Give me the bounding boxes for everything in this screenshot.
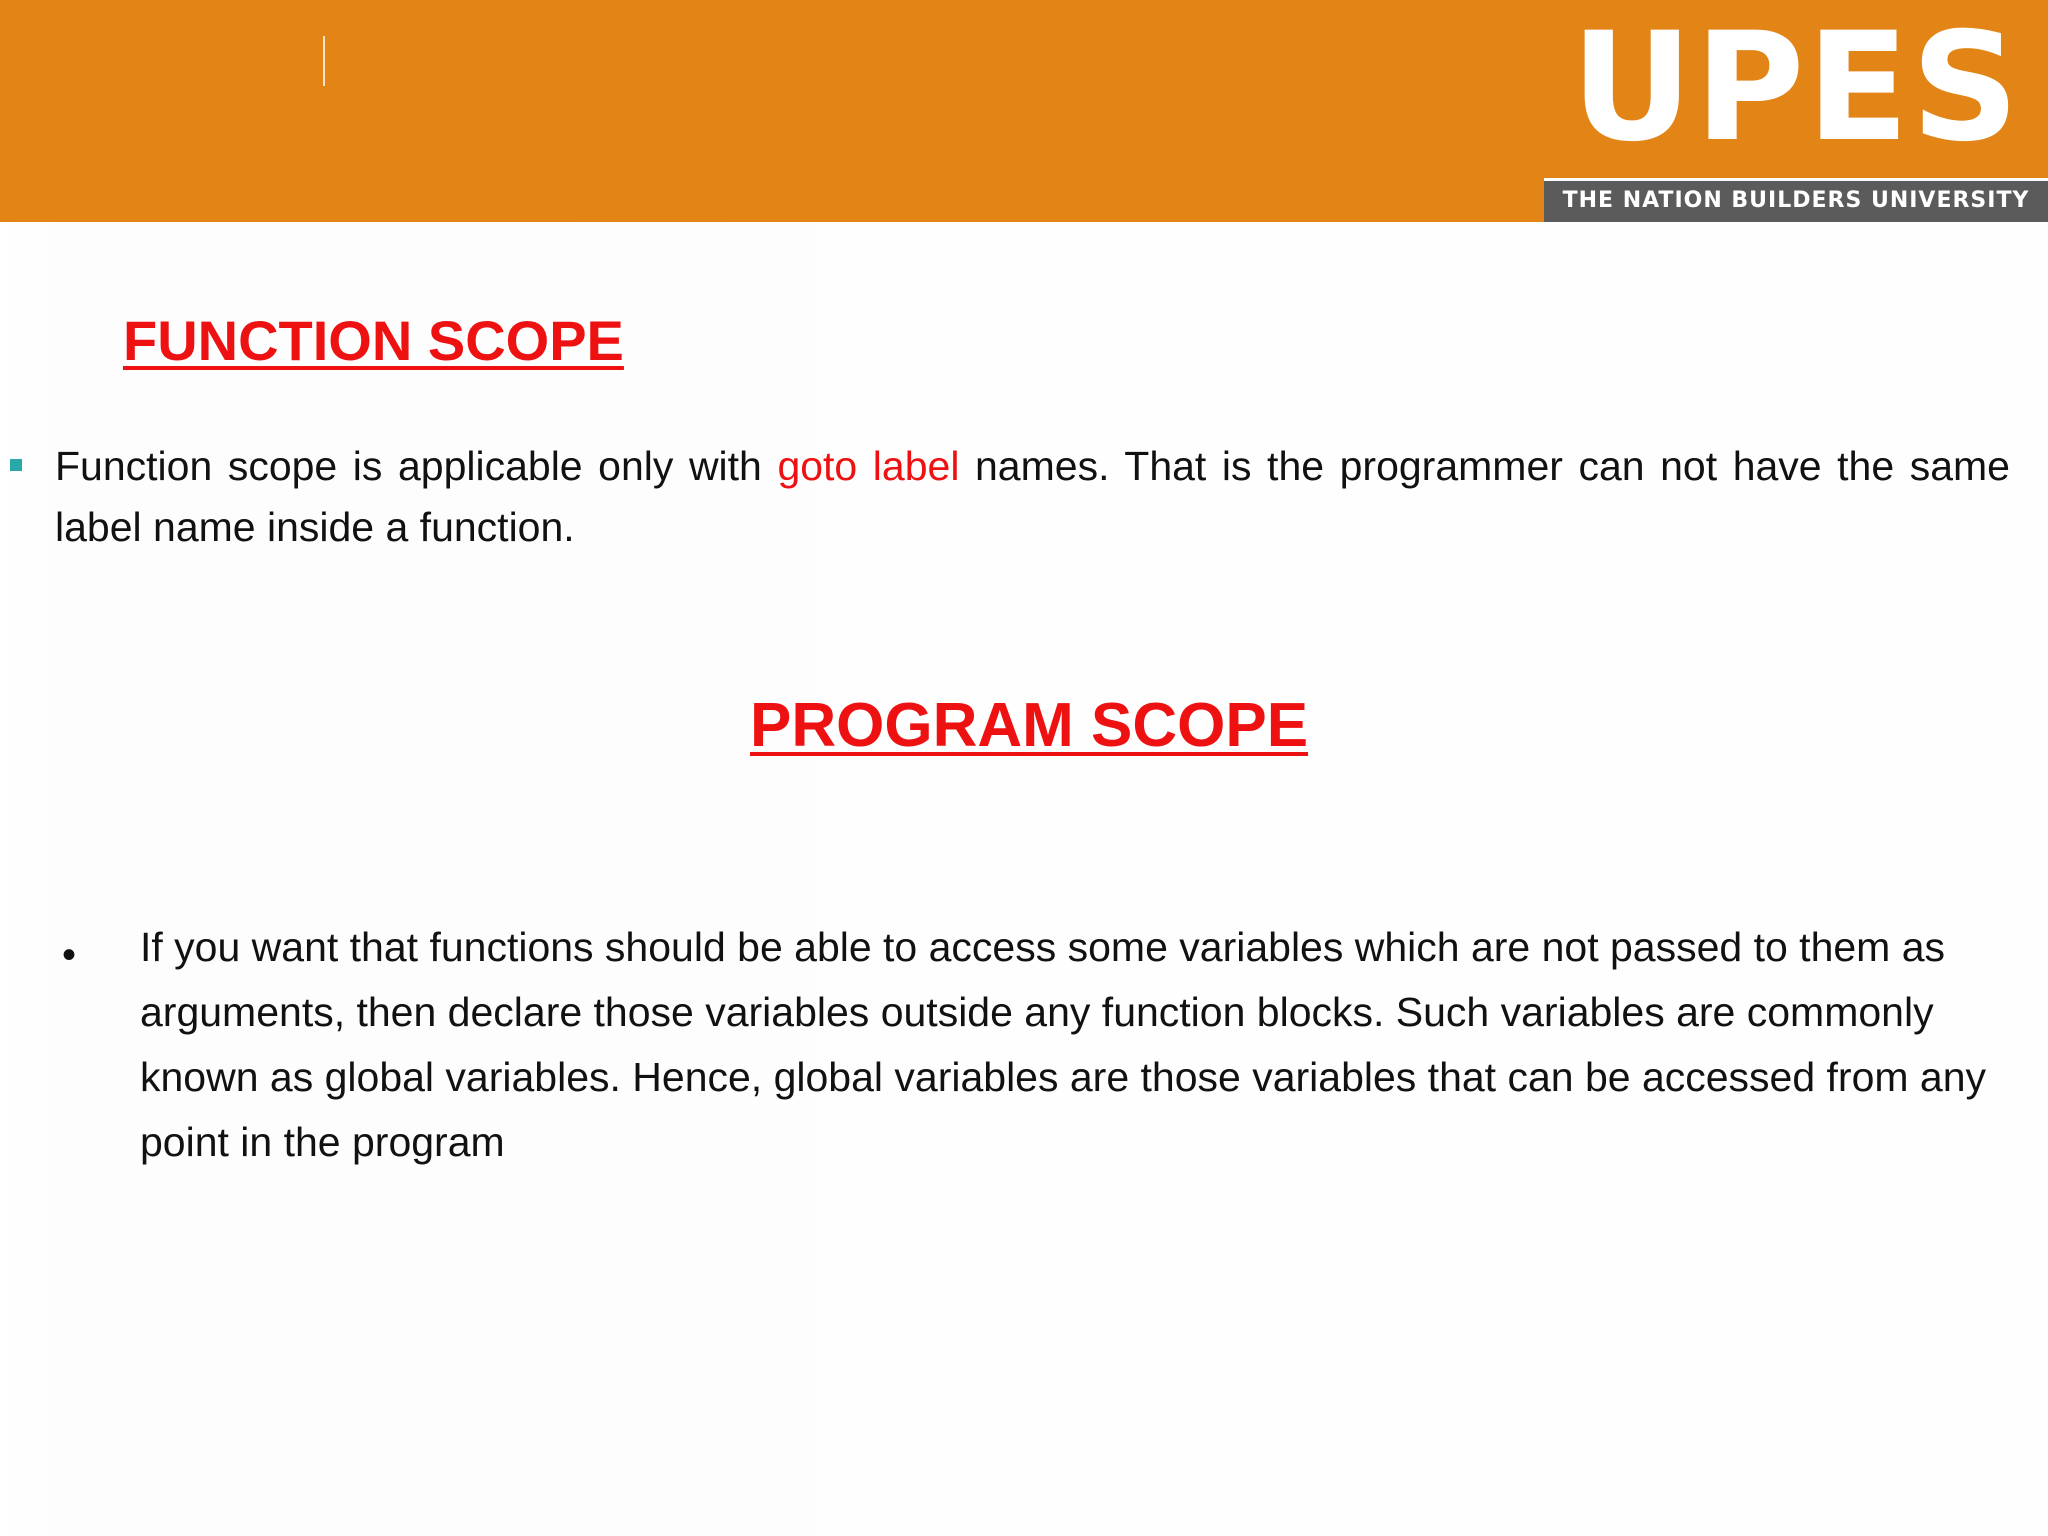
program-scope-paragraph: If you want that functions should be able to access some variables which are not passed to them as arguments, then declare those variables outside any function blocks. Such variables are commonly known as global variables. Hence, global variables are those variables that can be accessed from any point in the program [140,924,1987,1165]
function-scope-heading: FUNCTION SCOPE [123,309,624,372]
upes-logo [1544,0,2048,222]
logo-wordmark: UPES [1570,1,2022,175]
header-divider [323,36,325,86]
function-scope-text-after: names. That is the programmer can not have the same label name inside a function. [55,443,2010,550]
logo-tagline: THE NATION BUILDERS UNIVERSITY [1544,178,2048,222]
function-scope-paragraph [55,436,2010,558]
square-bullet-icon [10,459,22,471]
header-band [0,0,1544,222]
round-bullet-icon: • [62,933,77,977]
function-scope-text-before: Function scope is applicable only with [55,443,778,489]
program-scope-heading: PROGRAM SCOPE [750,691,1309,760]
goto-label-highlight: goto label [777,443,960,489]
